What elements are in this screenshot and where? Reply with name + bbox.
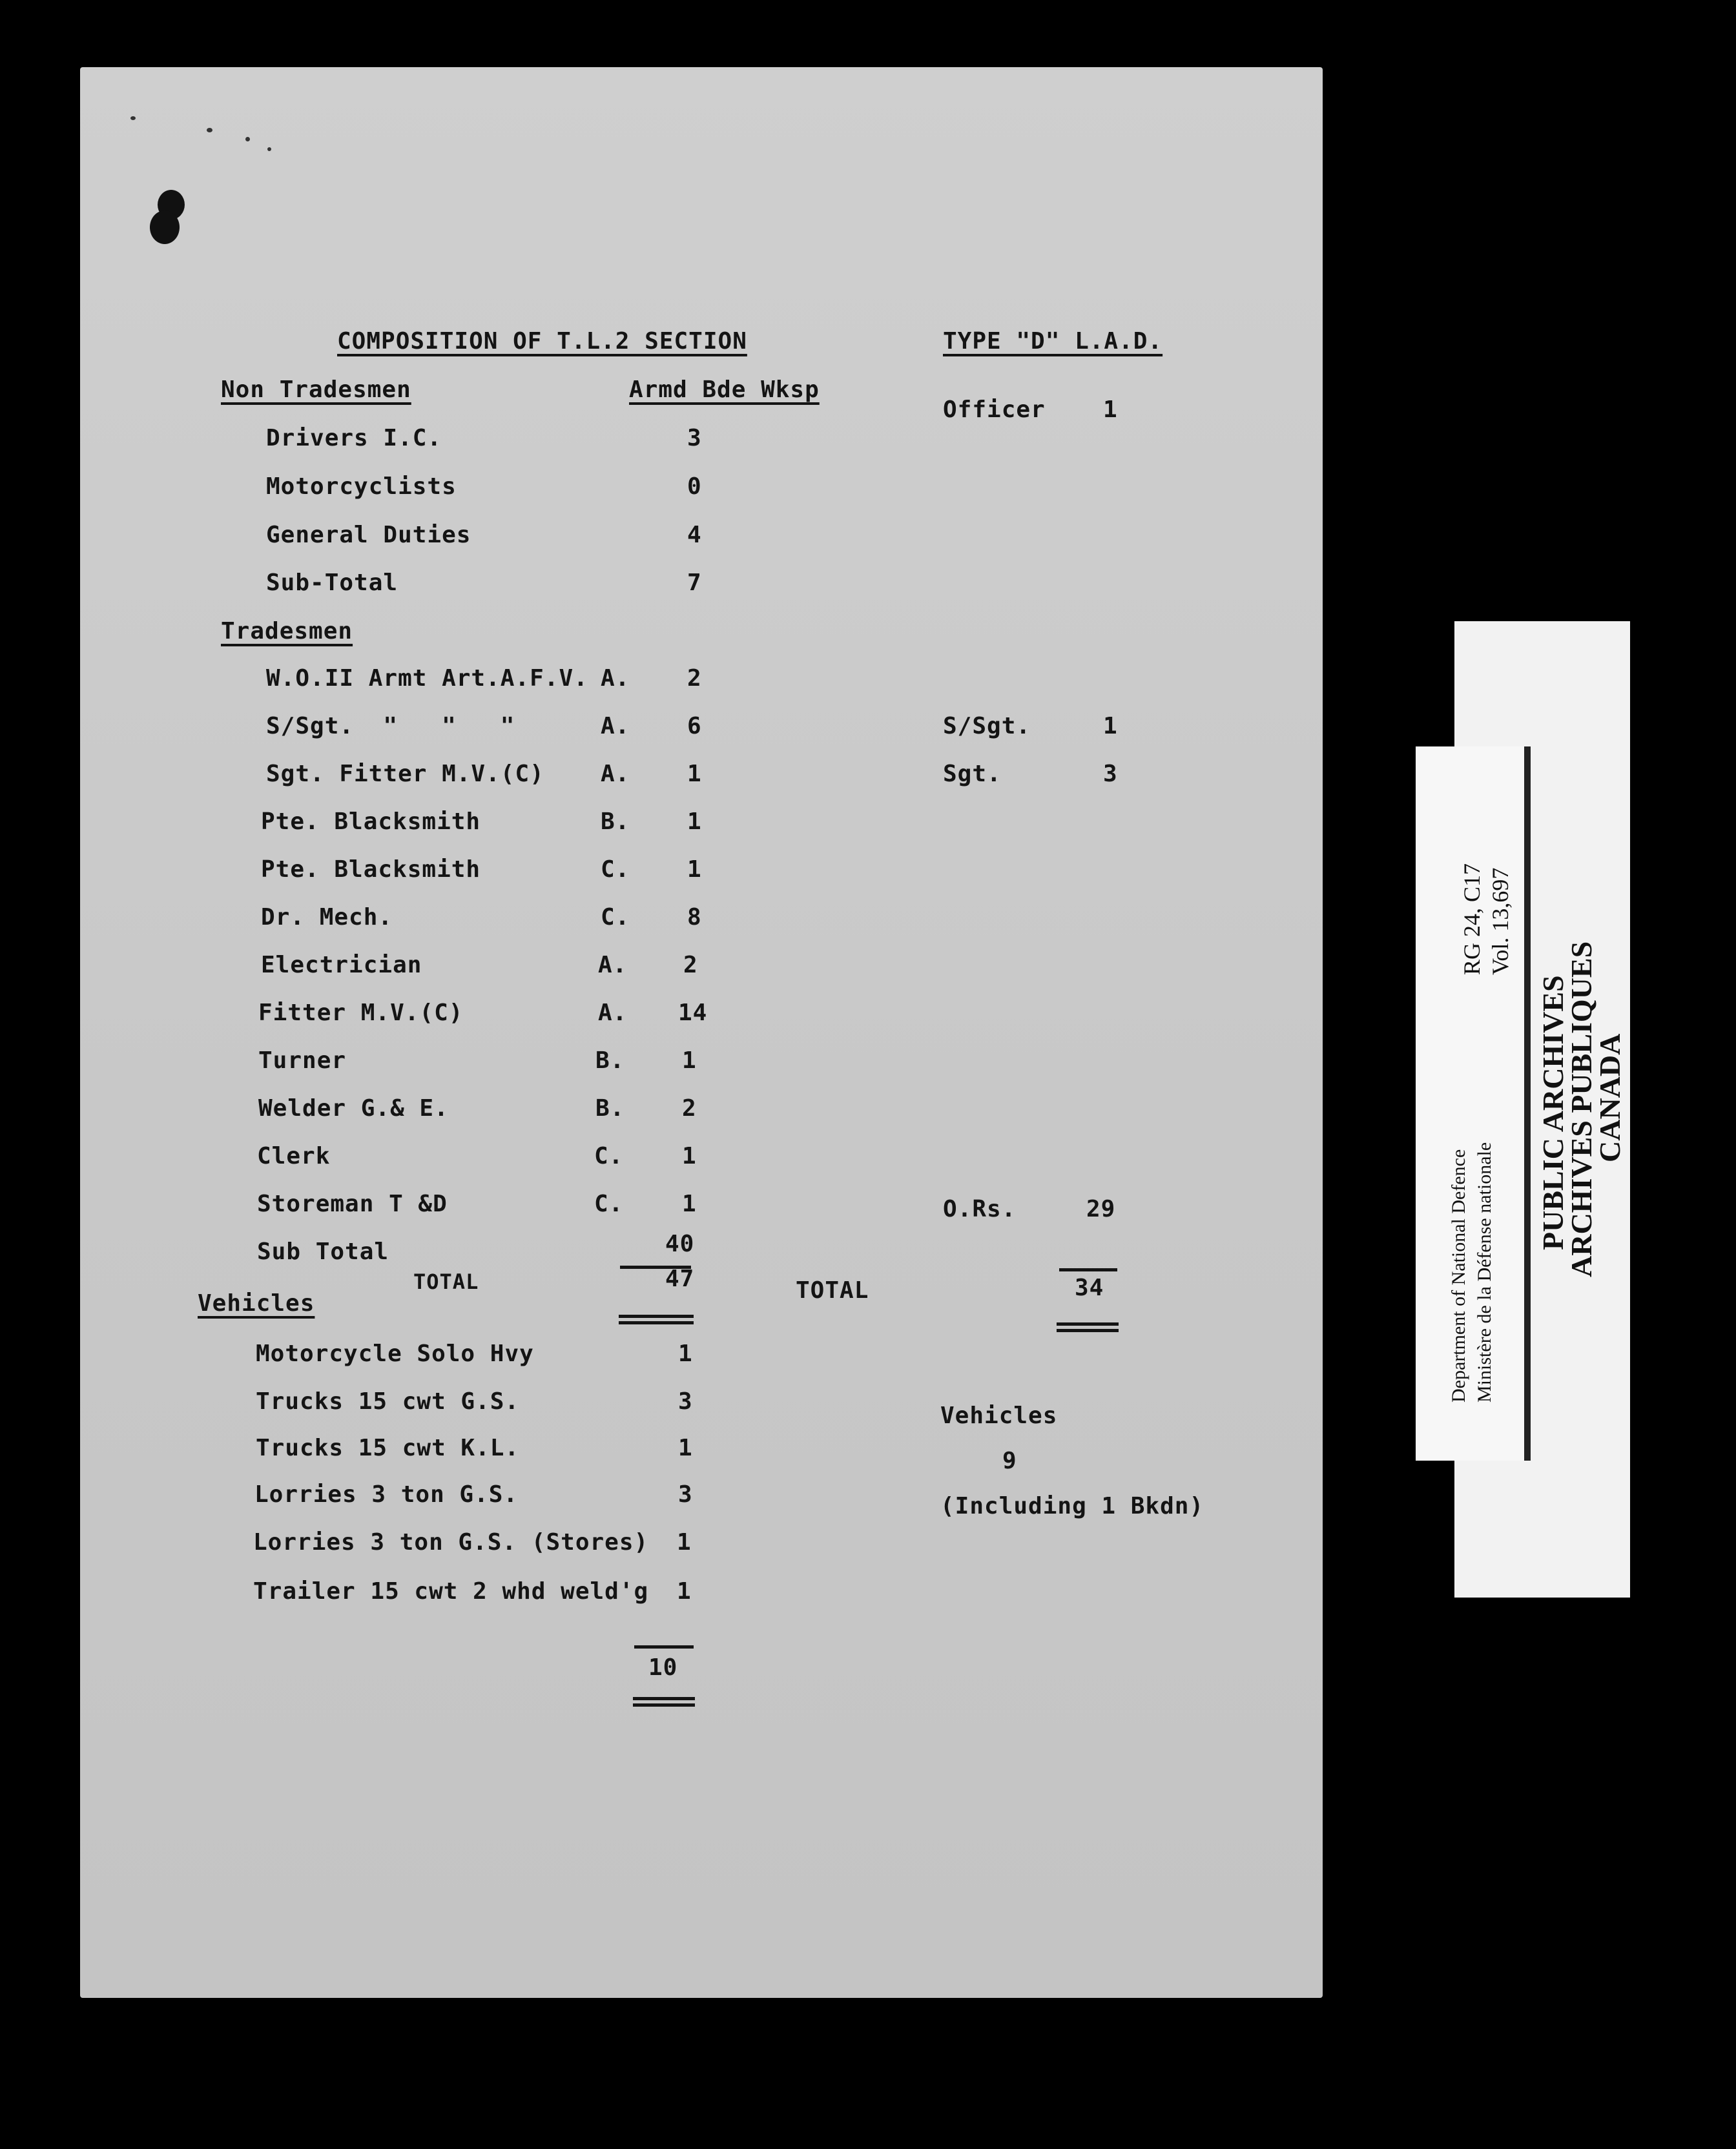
- lad-officer-label: Officer: [943, 396, 1046, 423]
- lad-total-rule: [1059, 1268, 1117, 1271]
- list-item-qty: 1: [682, 1047, 697, 1074]
- list-item-class: C.: [601, 904, 630, 931]
- list-item-label: Clerk: [257, 1143, 331, 1169]
- lad-sgt-value: 3: [1103, 761, 1118, 787]
- section-heading-tradesmen: Tradesmen: [221, 618, 353, 644]
- list-item-qty: 1: [677, 1578, 692, 1605]
- vehicles-total-double-rule: [633, 1697, 695, 1700]
- list-item-qty: 3: [678, 1481, 693, 1508]
- smudge: [245, 137, 250, 141]
- list-item-label: Lorries 3 ton G.S.: [254, 1481, 519, 1508]
- archive-name-line3: CANADA: [1593, 1033, 1626, 1162]
- total-label: TOTAL: [413, 1270, 479, 1294]
- total-double-rule: [619, 1321, 694, 1324]
- lad-ssgt-label: S/Sgt.: [943, 713, 1031, 739]
- list-item-class: A.: [598, 952, 628, 978]
- list-item-class: A.: [601, 713, 630, 739]
- list-item-label: General Duties: [266, 522, 471, 548]
- list-item-qty: 1: [687, 761, 702, 787]
- list-item-class: C.: [594, 1143, 624, 1169]
- list-item-qty: 2: [683, 952, 698, 978]
- list-item-class: A.: [598, 1000, 628, 1026]
- archive-dept-line2: Ministère de la Défense nationale: [1474, 1142, 1495, 1403]
- lad-ssgt-value: 1: [1103, 713, 1118, 739]
- list-item-label: Storeman T &D: [257, 1191, 448, 1217]
- list-item-label: Motorcycle Solo Hvy: [256, 1341, 534, 1367]
- lad-heading: TYPE "D" L.A.D.: [943, 328, 1163, 355]
- list-item-label: Electrician: [261, 952, 422, 978]
- total-double-rule: [619, 1315, 694, 1318]
- document-page: [80, 67, 1323, 1998]
- lad-officer-value: 1: [1103, 396, 1118, 423]
- list-item-label: Fitter M.V.(C): [258, 1000, 464, 1026]
- list-item-label: Trucks 15 cwt K.L.: [256, 1435, 520, 1461]
- lad-total-double-rule: [1057, 1322, 1119, 1326]
- list-item-qty: 14: [678, 1000, 708, 1026]
- list-item-qty: 1: [678, 1435, 693, 1461]
- list-item-label: Welder G.& E.: [258, 1095, 449, 1122]
- smudge: [130, 116, 136, 120]
- list-item-label: Lorries 3 ton G.S. (Stores): [253, 1529, 649, 1556]
- list-item-qty: 3: [678, 1388, 693, 1415]
- lad-vehicles-value: 9: [1002, 1448, 1017, 1474]
- archive-dept-line1: Department of National Defence: [1448, 1149, 1469, 1403]
- list-item-qty: 1: [678, 1341, 693, 1367]
- list-item-label: Trailer 15 cwt 2 whd weld'g: [253, 1578, 649, 1605]
- sub-total-label: Sub Total: [257, 1239, 389, 1265]
- list-item-label: Motorcyclists: [266, 473, 457, 500]
- lad-sgt-label: Sgt.: [943, 761, 1002, 787]
- list-item-label: W.O.II Armt Art.A.F.V.: [266, 665, 588, 692]
- section-heading-vehicles: Vehicles: [198, 1290, 315, 1317]
- list-item-class: C.: [594, 1191, 624, 1217]
- list-item-qty: 1: [682, 1143, 697, 1169]
- list-item-qty: 6: [687, 713, 702, 739]
- column-header-armd-bde-wksp: Armd Bde Wksp: [629, 376, 820, 403]
- list-item-qty: 1: [687, 856, 702, 883]
- list-item-qty: 7: [687, 570, 702, 596]
- smudge: [207, 128, 212, 132]
- list-item-label: Sgt. Fitter M.V.(C): [266, 761, 544, 787]
- lad-vehicles-note: (Including 1 Bkdn): [940, 1493, 1204, 1519]
- list-item-label: Pte. Blacksmith: [261, 856, 481, 883]
- vehicles-total-rule: [634, 1645, 694, 1649]
- list-item-label: S/Sgt. " " ": [266, 713, 515, 739]
- list-item-class: B.: [595, 1047, 625, 1074]
- lad-ors-value: 29: [1086, 1196, 1116, 1222]
- sub-total-value: 40: [665, 1231, 695, 1257]
- vehicles-total-value: 10: [648, 1654, 678, 1681]
- list-item-label: Pte. Blacksmith: [261, 808, 481, 835]
- list-item-label: Drivers I.C.: [266, 425, 442, 451]
- list-item-label: Sub-Total: [266, 570, 398, 596]
- lad-vehicles-label: Vehicles: [940, 1403, 1058, 1429]
- archive-name-line1: PUBLIC ARCHIVES: [1536, 975, 1569, 1250]
- list-item-label: Dr. Mech.: [261, 904, 393, 931]
- list-item-qty: 1: [687, 808, 702, 835]
- list-item-label: Trucks 15 cwt G.S.: [256, 1388, 520, 1415]
- list-item-class: A.: [601, 665, 630, 692]
- archive-ref-line2: Vol. 13,697: [1487, 867, 1513, 975]
- list-item-qty: 3: [687, 425, 702, 451]
- list-item-qty: 4: [687, 522, 702, 548]
- archive-stamp-card-edge: [1524, 746, 1531, 1461]
- list-item-qty: 2: [687, 665, 702, 692]
- list-item-qty: 1: [677, 1529, 692, 1556]
- smudge: [267, 147, 271, 151]
- list-item-label: Turner: [258, 1047, 347, 1074]
- document-title: COMPOSITION OF T.L.2 SECTION: [337, 328, 747, 355]
- archive-ref-line1: RG 24, C17: [1459, 863, 1485, 975]
- list-item-class: C.: [601, 856, 630, 883]
- lad-total-double-rule: [1057, 1329, 1119, 1332]
- total-value: 47: [665, 1266, 695, 1292]
- list-item-class: B.: [601, 808, 630, 835]
- list-item-qty: 2: [682, 1095, 697, 1122]
- list-item-qty: 8: [687, 904, 702, 931]
- list-item-qty: 0: [687, 473, 702, 500]
- lad-total-value: 34: [1075, 1275, 1104, 1301]
- archive-stamp-card: [1416, 746, 1524, 1461]
- lad-ors-label: O.Rs.: [943, 1196, 1017, 1222]
- list-item-class: B.: [595, 1095, 625, 1122]
- section-heading-non-tradesmen: Non Tradesmen: [221, 376, 411, 403]
- lad-total-label: TOTAL: [796, 1277, 869, 1304]
- list-item-qty: 1: [682, 1191, 697, 1217]
- punch-hole: [150, 211, 180, 244]
- vehicles-total-double-rule: [633, 1703, 695, 1707]
- list-item-class: A.: [601, 761, 630, 787]
- archive-name-line2: ARCHIVES PUBLIQUES: [1565, 941, 1598, 1277]
